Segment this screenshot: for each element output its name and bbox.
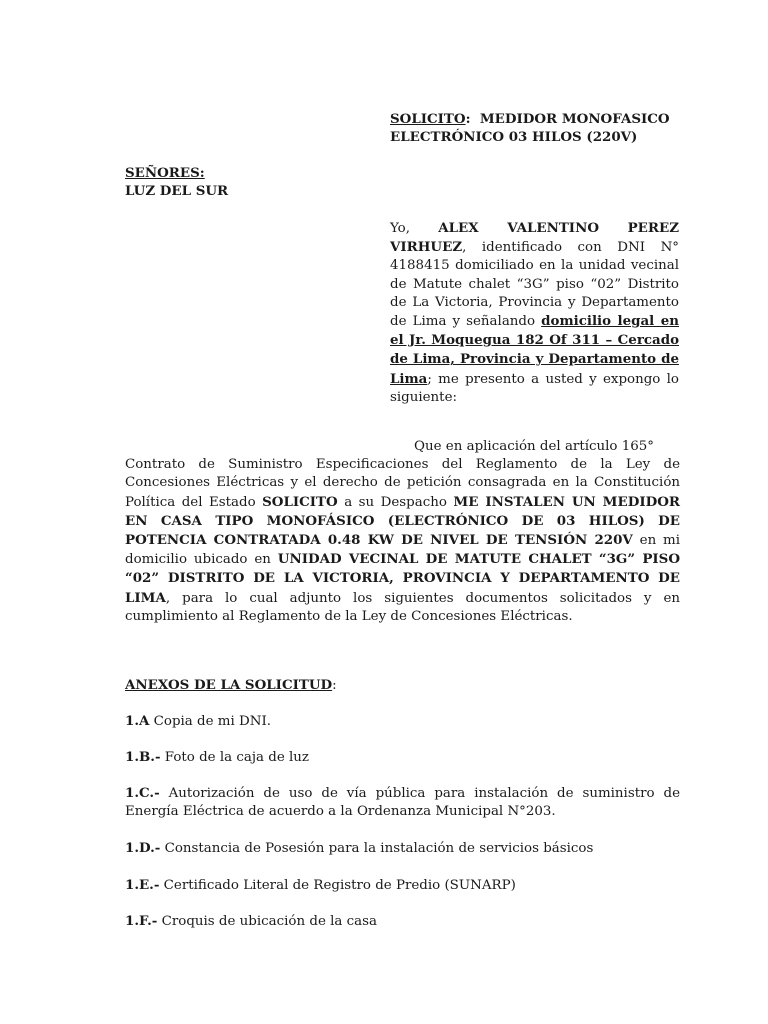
annexes-colon: :: [332, 678, 337, 693]
subject-colon: :: [465, 111, 471, 127]
request-text-2: a su Despacho: [337, 494, 454, 510]
annex-number: 1.A: [125, 713, 150, 729]
annex-number: 1.E.-: [125, 877, 160, 893]
annex-text: Constancia de Posesión para la instalación de servicios básicos: [160, 841, 594, 856]
request-meter-spec: ME INSTALEN UN MEDIDOR EN CASA TIPO MONOFÁSICO (ELECTRÓNICO DE 03 HILOS) DE POTENCIA CONTRATADA 0.48 KW DE NIVEL DE TENSIÓN 220V: [125, 493, 680, 549]
annex-text: Certificado Literal de Registro de Predio (SUNARP): [159, 878, 516, 893]
presentation-text-1: Yo,: [390, 221, 439, 236]
annex-number: 1.C.-: [125, 785, 160, 801]
request-text-1: Contrato de Suministro Especificaciones del Reglamento de la Ley de Concesiones Eléctricas y el derecho de petición consagrada en la Constitución Política del Estado: [125, 457, 680, 510]
annex-item: [125, 912, 680, 931]
annex-text: Croquis de ubicación de la casa: [157, 914, 377, 929]
annex-text: Foto de la caja de luz: [160, 750, 309, 765]
annex-item: [125, 784, 680, 821]
request-text-4: , para lo cual adjunto los siguientes documentos solicitados y en cumplimiento al Reglamento de la Ley de Concesiones Eléctricas.: [125, 590, 680, 624]
request-install-address: UNIDAD VECINAL DE MATUTE CHALET “3G” PISO “02” DISTRITO DE LA VICTORIA, PROVINCIA Y DEPARTAMENTO DE LIMA: [125, 551, 680, 606]
annex-item: [125, 876, 680, 895]
applicant-name: ALEX VALENTINO PEREZ VIRHUEZ: [390, 220, 679, 256]
annexes-title: ANEXOS DE LA SOLICITUD: [125, 677, 333, 693]
addressee-block: [125, 164, 425, 200]
annexes-heading: [125, 676, 337, 695]
annex-text: Copia de mi DNI.: [149, 714, 272, 729]
annex-number: 1.D.-: [125, 840, 161, 856]
subject-text-1: MEDIDOR MONOFASICO: [470, 111, 670, 127]
request-indent-line: Que en aplicación del artículo 165°: [414, 439, 654, 454]
annex-number: 1.B.-: [125, 749, 161, 765]
presentation-paragraph: [390, 219, 679, 407]
annex-item: [125, 748, 680, 767]
presentation-text-3: ; me presento a usted y expongo lo siguiente:: [390, 371, 679, 405]
presentation-text-2: , identificado con DNI N° 4188415 domiciliado en la unidad vecinal de Matute chalet “3G” piso “02” Distrito de La Victoria, Provincia y Departamento de Lima y señalando: [390, 240, 679, 330]
addressee-salutation: SEÑORES:: [125, 165, 205, 181]
annex-number: 1.F.-: [125, 913, 158, 929]
request-keyword: SOLICITO: [262, 493, 338, 510]
subject-label: SOLICITO: [390, 111, 466, 127]
annex-item: [125, 712, 680, 731]
annex-item: [125, 839, 680, 858]
annex-text: Autorización de uso de vía pública para instalación de suministro de Energía Eléctrica de acuerdo a la Ordenanza Municipal N°203.: [125, 786, 680, 820]
subject-line-1: [390, 110, 720, 128]
legal-address: domicilio legal en el Jr. Moquegua 182 Of 311 – Cercado de Lima, Provincia y Departamento de Lima: [390, 313, 679, 387]
request-paragraph: [125, 438, 680, 626]
subject-block: [390, 110, 720, 146]
subject-line-2: ELECTRÓNICO 03 HILOS (220V): [390, 129, 638, 146]
addressee-company: LUZ DEL SUR: [125, 183, 229, 200]
request-text-3: en mi domicilio ubicado en: [125, 533, 680, 568]
request-body: [125, 456, 680, 626]
